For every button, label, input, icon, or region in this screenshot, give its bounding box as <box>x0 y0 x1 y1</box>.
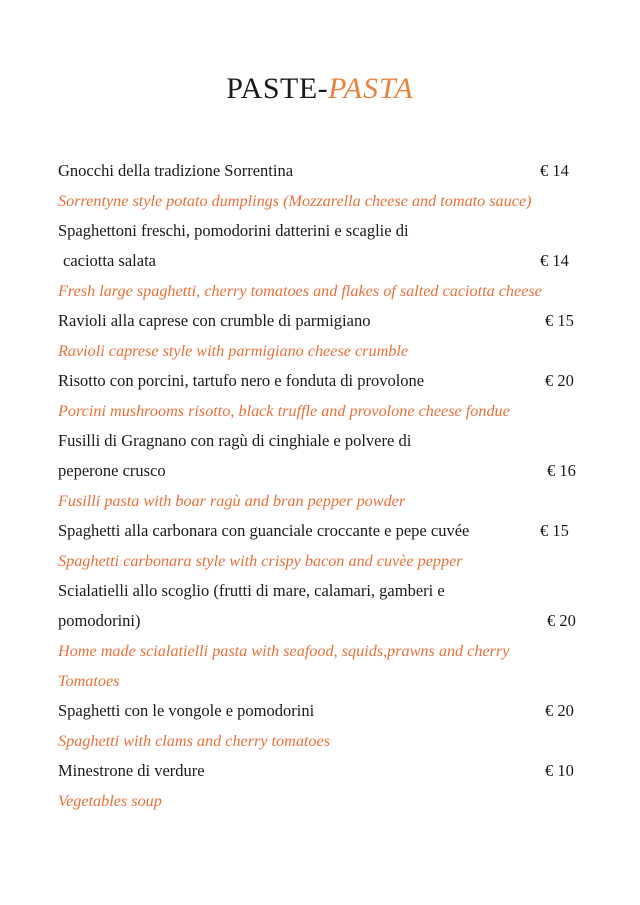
menu-item-translation <box>58 636 582 666</box>
dish-name-text: Scialatielli allo scoglio (frutti di mare, calamari, gamberi e <box>58 581 445 600</box>
menu-item-translation <box>58 276 582 306</box>
menu-item-name <box>58 456 582 486</box>
dish-price: € 15 <box>545 311 574 330</box>
menu-item-translation <box>58 786 582 816</box>
menu-item-translation <box>58 186 582 216</box>
dish-name-text: Risotto con porcini, tartufo nero e fonduta di provolone <box>58 371 425 390</box>
dish-name-text: Gnocchi della tradizione Sorrentina <box>58 161 294 180</box>
translation-text: Spaghetti with clams and cherry tomatoes <box>58 732 331 750</box>
dish-price: € 20 <box>547 611 576 630</box>
page-title-accent: PASTA <box>328 72 414 105</box>
dish-name-text: caciotta salata <box>63 251 156 270</box>
dish-price: € 14 <box>540 251 569 270</box>
menu-item-name <box>58 516 582 546</box>
dish-name-text: Spaghetti con le vongole e pomodorini <box>58 701 315 720</box>
menu-item-name <box>58 756 582 786</box>
menu-item-translation <box>58 396 582 426</box>
translation-text: Porcini mushrooms risotto, black truffle and provolone cheese fondue <box>58 402 510 420</box>
menu-item-translation <box>58 546 582 576</box>
page-title-block <box>0 0 640 105</box>
menu-item-name <box>58 246 582 276</box>
page-title <box>226 72 414 105</box>
dish-name-text: Spaghettoni freschi, pomodorini datterini e scaglie di <box>58 221 409 240</box>
menu-item-name <box>58 696 582 726</box>
dish-name-text: Ravioli alla caprese con crumble di parmigiano <box>58 311 371 330</box>
dish-name-text: pomodorini) <box>58 611 141 630</box>
menu-item-list <box>58 156 582 816</box>
menu-item-translation <box>58 726 582 756</box>
translation-text: Sorrentyne style potato dumplings (Mozzarella cheese and tomato sauce) <box>58 192 532 210</box>
translation-text: Spaghetti carbonara style with crispy bacon and cuvèe pepper <box>58 552 463 570</box>
menu-item-translation <box>58 486 582 516</box>
menu-item-translation <box>58 336 582 366</box>
menu-item-translation <box>58 666 582 696</box>
translation-text: Home made scialatielli pasta with seafood, squids,prawns and cherry <box>58 642 510 660</box>
dish-price: € 15 <box>540 521 569 540</box>
menu-item-name <box>58 576 582 606</box>
menu-item-name <box>58 216 582 246</box>
dish-name-text: peperone crusco <box>58 461 166 480</box>
menu-item-name <box>58 366 582 396</box>
dish-price: € 20 <box>545 701 574 720</box>
menu-item-name <box>58 306 582 336</box>
translation-text: Vegetables soup <box>58 792 162 810</box>
dish-name-text: Fusilli di Gragnano con ragù di cinghiale e polvere di <box>58 431 412 450</box>
dish-price: € 14 <box>540 161 569 180</box>
translation-text: Tomatoes <box>58 672 120 690</box>
dish-name-text: Spaghetti alla carbonara con guanciale croccante e pepe cuvée <box>58 521 470 540</box>
menu-item-name <box>58 606 582 636</box>
translation-text: Ravioli caprese style with parmigiano cheese crumble <box>58 342 409 360</box>
menu-item-name <box>58 426 582 456</box>
dish-price: € 20 <box>545 371 574 390</box>
dish-price: € 16 <box>547 461 576 480</box>
dish-name-text: Minestrone di verdure <box>58 761 205 780</box>
translation-text: Fresh large spaghetti, cherry tomatoes and flakes of salted caciotta cheese <box>58 282 542 300</box>
menu-item-name <box>58 156 582 186</box>
dish-price: € 10 <box>545 761 574 780</box>
translation-text: Fusilli pasta with boar ragù and bran pepper powder <box>58 492 406 510</box>
page-title-main: PASTE- <box>226 72 329 105</box>
